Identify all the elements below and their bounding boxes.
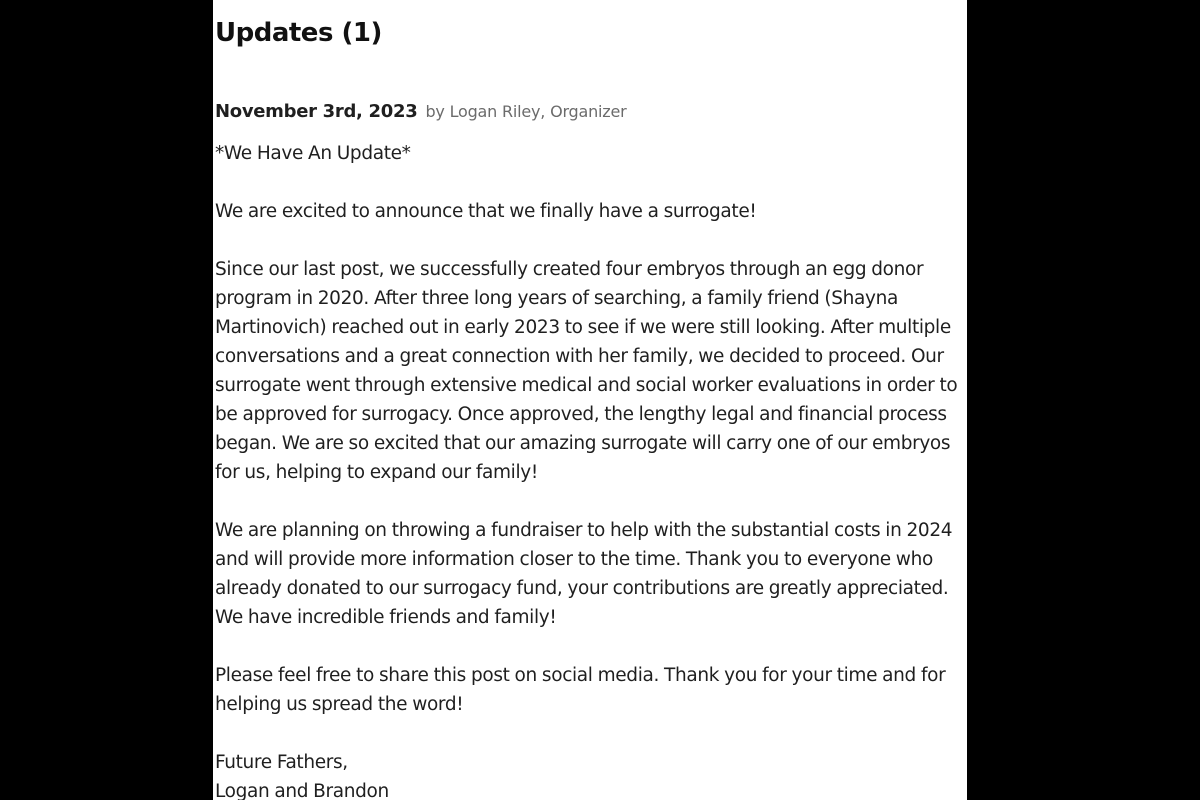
updates-panel [213,0,967,800]
update-meta [215,101,965,127]
update-date: November 3rd, 2023 [215,101,418,122]
update-author: by Logan Riley, Organizer [425,102,627,121]
update-paragraph: We are planning on throwing a fundraiser to help with the substantial costs in 2024 and will provide more information closer to the time. Thank you to everyone who already donated to our surrogacy fund, your contributions are greatly appreciated. We have incredible friends and family! [215,520,953,628]
signoff-line: Future Fathers, [215,752,348,773]
update-heading: *We Have An Update* [215,143,411,164]
signoff-names: Logan and Brandon [215,781,389,800]
updates-title: Updates (1) [215,18,382,48]
update-paragraph: Please feel free to share this post on social media. Thank you for your time and for helping us spread the word! [215,665,946,715]
update-signoff [215,748,965,800]
update-paragraph: Since our last post, we successfully created four embryos through an egg donor program in 2020. After three long years of searching, a family friend (Shayna Martinovich) reached out in early 2023 to see if we were still looking. After multiple conversations and a great connection with her family, we decided to proceed. Our surrogate went through extensive medical and social worker evaluations in order to be approved for surrogacy. Once approved, the lengthy legal and financial process began. We are so excited that our amazing surrogate will carry one of our embryos for us, helping to expand our family! [215,259,958,483]
update-body [215,139,965,800]
updates-section [215,14,965,800]
update-item [215,101,965,800]
update-paragraph: We are excited to announce that we finally have a surrogate! [215,201,757,222]
